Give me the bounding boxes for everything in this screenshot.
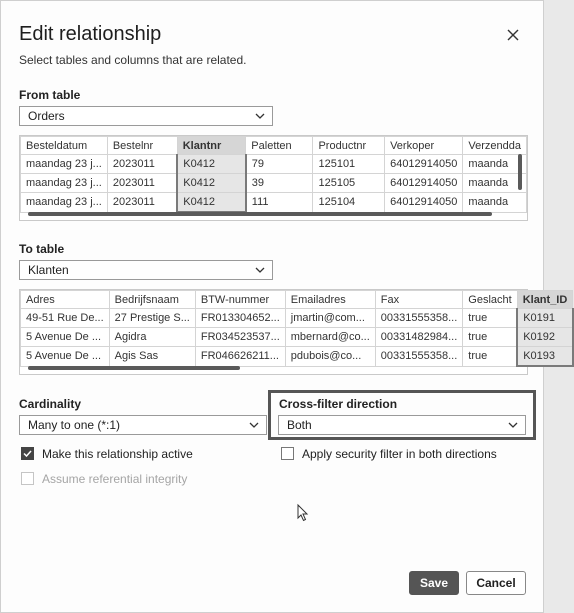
table-cell: maanda [463,193,527,213]
cancel-button[interactable]: Cancel [466,571,526,595]
from-table-header-row [21,137,527,155]
table-cell: K0412 [177,174,246,193]
to-table-value: Klanten [28,263,69,277]
horizontal-scrollbar[interactable] [28,366,240,370]
cross-filter-dropdown[interactable] [278,415,526,435]
table-cell: 2023011 [107,174,177,193]
table-cell: 49-51 Rue De... [21,309,110,328]
mouse-cursor-icon [297,504,309,522]
table-cell: true [463,328,517,347]
table-cell: 64012914050 [385,174,463,193]
table-cell: maanda [463,174,527,193]
column-header[interactable]: Geslacht [463,291,517,309]
column-header[interactable]: Emailadres [285,291,375,309]
cardinality-value: Many to one (*:1) [28,418,121,432]
table-cell: 111 [246,193,313,213]
table-cell: mbernard@co... [285,328,375,347]
vertical-scrollbar[interactable] [518,154,522,190]
table-cell: 5 Avenue De ... [21,328,110,347]
column-header[interactable]: Verkoper [385,137,463,155]
column-header[interactable]: Bedrijfsnaam [109,291,195,309]
from-table-dropdown[interactable] [19,106,273,126]
cross-filter-label: Cross-filter direction [279,397,398,411]
column-header-selected[interactable]: Klantnr [177,137,246,155]
table-cell: maandag 23 j... [21,155,108,174]
from-table-label: From table [19,88,81,102]
dialog-subtitle: Select tables and columns that are related. [19,53,247,67]
dialog-title: Edit relationship [19,23,162,45]
column-header[interactable]: BTW-nummer [195,291,285,309]
table-cell: maandag 23 j... [21,193,108,213]
table-cell: 125101 [313,155,385,174]
chevron-down-icon [254,264,266,276]
horizontal-scrollbar[interactable] [28,212,492,216]
table-cell: K0412 [177,155,246,174]
table-cell: pdubois@co... [285,347,375,367]
cardinality-dropdown[interactable] [19,415,267,435]
make-active-label: Make this relationship active [42,447,193,461]
to-table-label: To table [19,242,65,256]
column-header[interactable]: Fax [375,291,462,309]
table-cell: 00331482984... [375,328,462,347]
chevron-down-icon [248,419,260,431]
table-cell: jmartin@com... [285,309,375,328]
table-cell: 27 Prestige S... [109,309,195,328]
table-cell: maandag 23 j... [21,174,108,193]
table-row [21,347,573,367]
table-cell: Agis Sas [109,347,195,367]
from-table-preview-grid[interactable] [19,135,528,221]
to-table-header-row [21,291,573,309]
cross-filter-value: Both [287,418,312,432]
table-cell: true [463,309,517,328]
column-header-selected[interactable]: Klant_ID [517,291,573,309]
table-cell: 2023011 [107,155,177,174]
save-button[interactable]: Save [409,571,459,595]
column-header[interactable]: Paletten [246,137,313,155]
close-icon[interactable] [503,25,523,45]
table-row [21,309,573,328]
table-cell: 2023011 [107,193,177,213]
table-cell: maanda [463,155,527,174]
table-row [21,155,527,174]
table-cell: FR034523537... [195,328,285,347]
table-cell: 125104 [313,193,385,213]
to-table-dropdown[interactable] [19,260,273,280]
checkmark-icon [22,448,33,459]
security-filter-checkbox[interactable] [281,447,294,460]
referential-integrity-checkbox [21,472,34,485]
table-row [21,174,527,193]
table-cell: K0191 [517,309,573,328]
table-cell: 39 [246,174,313,193]
from-table-value: Orders [28,109,65,123]
table-cell: 79 [246,155,313,174]
table-cell: 64012914050 [385,155,463,174]
chevron-down-icon [507,419,519,431]
table-row [21,328,573,347]
column-header[interactable]: Bestelnr [107,137,177,155]
column-header[interactable]: Besteldatum [21,137,108,155]
table-cell: Agidra [109,328,195,347]
referential-integrity-label: Assume referential integrity [42,472,188,486]
column-header[interactable]: Productnr [313,137,385,155]
table-cell: K0412 [177,193,246,213]
to-table-preview-grid[interactable] [19,289,568,375]
column-header[interactable]: Adres [21,291,110,309]
table-cell: K0192 [517,328,573,347]
table-cell: FR013304652... [195,309,285,328]
table-cell: K0193 [517,347,573,367]
table-cell: 00331555358... [375,347,462,367]
cardinality-label: Cardinality [19,397,82,411]
chevron-down-icon [254,110,266,122]
table-cell: true [463,347,517,367]
table-cell: 125105 [313,174,385,193]
table-cell: 5 Avenue De ... [21,347,110,367]
table-cell: 64012914050 [385,193,463,213]
table-cell: FR046626211... [195,347,285,367]
table-cell: 00331555358... [375,309,462,328]
column-header[interactable]: Verzendda [463,137,527,155]
table-row [21,193,527,213]
security-filter-label: Apply security filter in both directions [302,447,497,461]
make-active-checkbox[interactable] [21,447,34,460]
